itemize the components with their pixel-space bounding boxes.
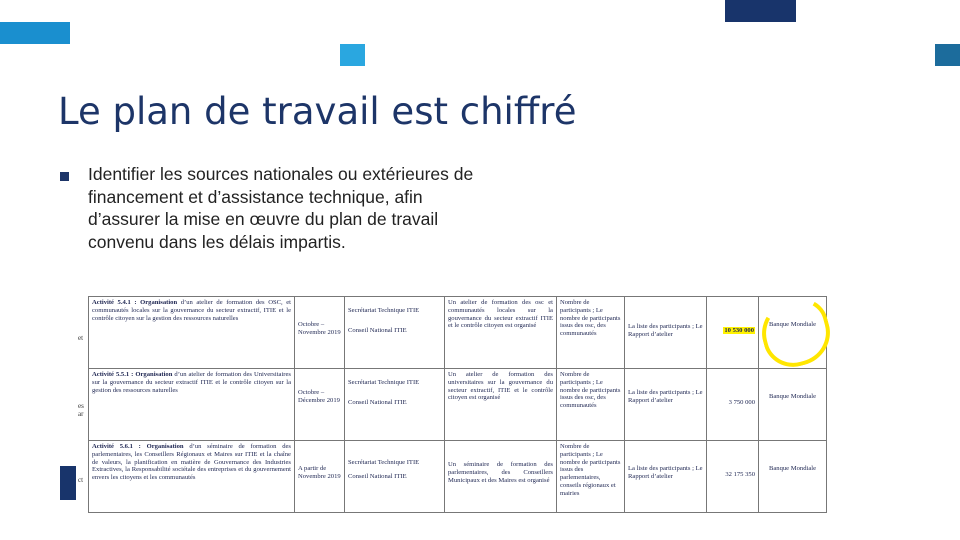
period-cell: Octobre – Novembre 2019 <box>295 297 345 369</box>
verification-cell: La liste des participants ; Le Rapport d’atelier <box>625 297 707 369</box>
square-bullet-icon <box>60 172 69 181</box>
highlighted-cost: 10 530 000 <box>724 327 754 334</box>
accent-bar-top-right <box>725 0 796 22</box>
bullet-text: Identifier les sources nationales ou extérieures de financement et d’assistance technique, afin d’assurer la mise en œuvre du plan de travail convenu dans les délais impartis. <box>88 164 474 252</box>
cost-cell <box>707 297 759 369</box>
activity-cell: Activité 5.5.1 : Organisation d’un atelier de formation des Universitaires sur la gouvernance du secteur extractif ITIE et le contrôle citoyen sur la gestion des ressources naturelles <box>89 369 295 441</box>
activity-cell: Activité 5.4.1 : Organisation d’un atelier de formation des OSC, et communautés locales sur la gouvernance du secteur extractif, ITIE et le contrôle citoyen sur la gestion des ressources naturelles <box>89 297 295 369</box>
accent-square-top-center <box>340 44 365 66</box>
funding-cell: Banque Mondiale <box>759 441 827 513</box>
slide-title: Le plan de travail est chiffré <box>58 90 577 133</box>
responsible: Secrétariat Technique ITIE <box>348 307 420 314</box>
table-row <box>89 297 827 369</box>
responsible-cell <box>345 369 445 441</box>
work-plan-table-image <box>78 292 828 518</box>
responsible-cell <box>345 441 445 513</box>
responsible: Secrétariat Technique ITIE <box>348 379 420 386</box>
cropped-left-text: ct <box>78 476 84 484</box>
funding-cell: Banque Mondiale <box>759 369 827 441</box>
table-row <box>89 369 827 441</box>
cost-cell: 3 750 000 <box>707 369 759 441</box>
period-cell: Octobre – Décembre 2019 <box>295 369 345 441</box>
verification-cell: La liste des participants ; Le Rapport d’atelier <box>625 441 707 513</box>
accent-bar-top-left <box>0 22 70 44</box>
partner: Conseil National ITIE <box>348 398 407 406</box>
output-cell: Un séminaire de formation des parlementaires, des Conseillers Municipaux et des Maires est organisé <box>445 441 557 513</box>
indicator-cell: Nombre de participants ; Le nombre de participants issus des osc, des communautés <box>557 297 625 369</box>
accent-block-bottom-left <box>60 466 76 500</box>
work-plan-table <box>88 296 827 513</box>
partner: Conseil National ITIE <box>348 326 407 334</box>
cropped-left-text: es ar <box>78 402 84 418</box>
table-row <box>89 441 827 513</box>
indicator-cell: Nombre de participants ; Le nombre de participants issus des parlementaires, conseils régionaux et mairies <box>557 441 625 513</box>
funding-cell: Banque Mondiale <box>759 297 827 369</box>
cost-cell: 32 175 350 <box>707 441 759 513</box>
indicator-cell: Nombre de participants ; Le nombre de participants issus des osc, des communautés <box>557 369 625 441</box>
period-cell: A partir de Novembre 2019 <box>295 441 345 513</box>
output-cell: Un atelier de formation des osc et communautés locales sur la gouvernance du secteur extractif ITIE et le contrôle citoyen est organisé <box>445 297 557 369</box>
cropped-left-text: et <box>78 334 84 342</box>
verification-cell: La liste des participants ; Le Rapport d’atelier <box>625 369 707 441</box>
partner: Conseil National ITIE <box>348 472 407 480</box>
responsible: Secrétariat Technique ITIE <box>348 459 420 466</box>
activity-cell: Activité 5.6.1 : Organisation d’un séminaire de formation des parlementaires, les Conseillers Régionaux et Maires sur ITIE et la chaîne de valeurs, la planification en matière de Gouvernance des Industries Extractives, la Responsabilité sociétale des entreprises et du gouvernement envers les citoyens et les communautés <box>89 441 295 513</box>
output-cell: Un atelier de formation des universitaires sur la gouvernance du secteur extractif, ITIE et le contrôle citoyen est organisé <box>445 369 557 441</box>
accent-square-right-edge <box>935 44 960 66</box>
responsible-cell <box>345 297 445 369</box>
